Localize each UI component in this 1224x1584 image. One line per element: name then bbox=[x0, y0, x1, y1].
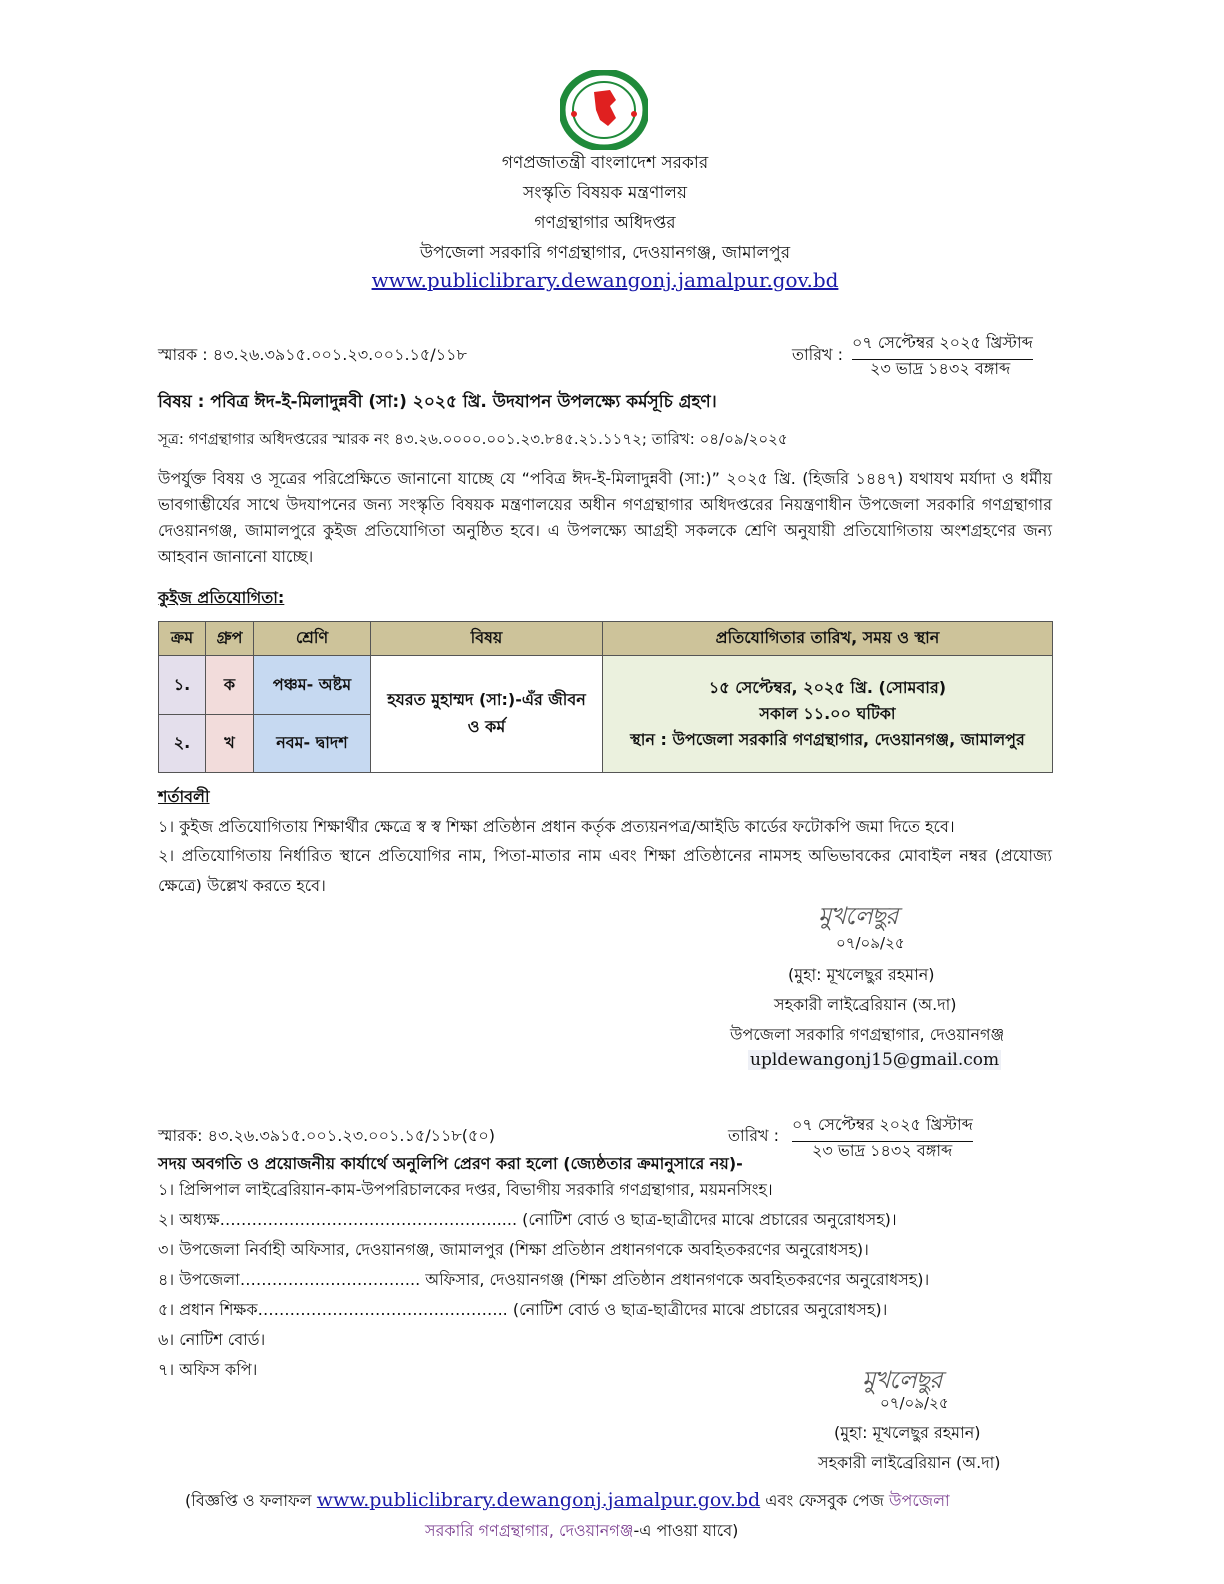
source-reference: সূত্র: গণগ্রন্থাগার অধিদপ্তরের স্মারক নং ৪৩.২৬.০০০০.০০১.২৩.৮৪৫.২১.১১৭২; তারিখ: ০৪/০৯/২০২৫ bbox=[158, 430, 788, 448]
header-line-4: উপজেলা সরকারি গণগ্রন্থাগার, দেওয়ানগঞ্জ, জামালপুর bbox=[419, 243, 791, 263]
footer-prefix: (বিজ্ঞপ্তি ও ফলাফল bbox=[185, 1491, 312, 1510]
quiz-heading: কুইজ প্রতিযোগিতা: bbox=[158, 588, 285, 607]
copy-date-en: ০৭ সেপ্টেম্বর ২০২৫ খ্রিস্টাব্দ bbox=[792, 1112, 973, 1142]
header-website-link[interactable]: www.publiclibrary.dewangonj.jamalpur.gov.bd bbox=[371, 268, 839, 292]
quiz-venue: স্থান : উপজেলা সরকারি গণগ্রন্থাগার, দেওয়ানগঞ্জ, জামালপুর bbox=[630, 730, 1025, 749]
condition-item: ২। প্রতিযোগিতায় নির্ধারিত স্থানে প্রতিযোগির নাম, পিতা-মাতার নাম এবং শিক্ষা প্রতিষ্ঠানের নামসহ অভিভাবকের মোবাইল নম্বর (প্রযোজ্য ক্ষেত্রে) উল্লেখ করতে হবে। bbox=[158, 846, 1052, 895]
signer-2-title: সহকারী লাইব্রেরিয়ান (অ.দা) bbox=[818, 1453, 1001, 1472]
footer-website-link[interactable]: www.publiclibrary.dewangonj.jamalpur.gov.bd bbox=[316, 1489, 761, 1511]
copy-item: ৬। নোটিশ বোর্ড। bbox=[158, 1330, 266, 1349]
memo-date-label: তারিখ : bbox=[792, 345, 844, 364]
quiz-date: ১৫ সেপ্টেম্বর, ২০২৫ খ্রি. (সোমবার) bbox=[708, 678, 947, 697]
signature-1: মুখলেছুর bbox=[818, 902, 898, 930]
footer-suffix: -এ পাওয়া যাবে) bbox=[633, 1521, 739, 1540]
date-venue-cell bbox=[603, 656, 1053, 773]
subject: বিষয় : পবিত্র ঈদ-ই-মিলাদুন্নবী (সা:) ২০২৫ খ্রি. উদযাপন উপলক্ষ্যে কর্মসূচি গ্রহণ। bbox=[158, 392, 717, 412]
col-serial: ক্রম bbox=[159, 622, 206, 656]
table-row bbox=[159, 656, 1053, 715]
table-header-row bbox=[159, 622, 1053, 656]
signature-1-date: ০৭/০৯/২৫ bbox=[836, 934, 905, 952]
signer-1-name: (মুহা: মূখলেছুর রহমান) bbox=[788, 965, 935, 984]
copy-item: ৫। প্রধান শিক্ষক……………………………………….. (নোটিশ বোর্ড ও ছাত্র-ছাত্রীদের মাঝে প্রচারের অনুরোধসহ)। bbox=[158, 1300, 888, 1319]
signature-2: মুখলেছুর bbox=[862, 1366, 942, 1394]
serial-cell: ২. bbox=[159, 715, 206, 773]
col-date-venue: প্রতিযোগিতার তারিখ, সময় ও স্থান bbox=[603, 622, 1053, 656]
footer-middle: এবং ফেসবুক পেজ bbox=[765, 1491, 884, 1510]
group-cell: ক bbox=[206, 656, 254, 715]
memo-date-en: ০৭ সেপ্টেম্বর ২০২৫ খ্রিস্টাব্দ bbox=[852, 330, 1033, 360]
footer-line-2 bbox=[425, 1518, 738, 1545]
copy-item: ২। অধ্যক্ষ……………………………………………..... (নোটিশ বোর্ড ও ছাত্র-ছাত্রীদের মাঝে প্রচারের অনুরোধসহ)। bbox=[158, 1210, 897, 1229]
signer-1-office: উপজেলা সরকারি গণগ্রন্থাগার, দেওয়ানগঞ্জ bbox=[730, 1025, 1005, 1044]
signer-2-name: (মুহা: মূখলেছুর রহমান) bbox=[834, 1423, 981, 1442]
copy-item: ৩। উপজেলা নির্বাহী অফিসার, দেওয়ানগঞ্জ, জামালপুর (শিক্ষা প্রতিষ্ঠান প্রধানগণকে অবহিতকরণের অনুরোধসহ)। bbox=[158, 1240, 869, 1259]
memo-date-bn: ২৩ ভাদ্র ১৪৩২ বঙ্গাব্দ bbox=[870, 359, 1011, 378]
memo-ref: স্মারক : ৪৩.২৬.৩৯১৫.০০১.২৩.০০১.১৫/১১৮ bbox=[158, 345, 467, 364]
signer-1-title: সহকারী লাইব্রেরিয়ান (অ.দা) bbox=[774, 995, 957, 1014]
copy-ref: স্মারক: ৪৩.২৬.৩৯১৫.০০১.২৩.০০১.১৫/১১৮(৫০) bbox=[158, 1126, 496, 1145]
quiz-time: সকাল ১১.০০ ঘটিকা bbox=[759, 704, 896, 723]
condition-item: ১। কুইজ প্রতিযোগিতায় শিক্ষার্থীর ক্ষেত্রে স্ব স্ব শিক্ষা প্রতিষ্ঠান প্রধান কর্তৃক প্রত্যয়নপত্র/আইডি কার্ডের ফটোকপি জমা দিতে হবে। bbox=[158, 817, 955, 836]
class-cell: পঞ্চম- অষ্টম bbox=[254, 656, 371, 715]
copy-intro: সদয় অবগতি ও প্রয়োজনীয় কার্যার্থে অনুলিপি প্রেরণ করা হলো (জ্যেষ্ঠতার ক্রমানুসারে নয়)- bbox=[158, 1154, 743, 1173]
header-line-1: গণপ্রজাতন্ত্রী বাংলাদেশ সরকার bbox=[501, 153, 709, 173]
government-seal-logo bbox=[560, 70, 648, 150]
signer-1-email[interactable]: upldewangonj15@gmail.com bbox=[750, 1050, 1000, 1070]
signature-2-date: ০৭/০৯/২৫ bbox=[880, 1394, 949, 1412]
conditions-heading: শর্তাবলী bbox=[158, 787, 210, 806]
copy-item: ৪। উপজেলা…………….……………... অফিসার, দেওয়ানগঞ্জ (শিক্ষা প্রতিষ্ঠান প্রধানগণকে অবহিতকরণের অনুরোধসহ)। bbox=[158, 1270, 930, 1289]
col-topic: বিষয় bbox=[371, 622, 603, 656]
body-paragraph: উপর্যুক্ত বিষয় ও সূত্রের পরিপ্রেক্ষিতে জানানো যাচ্ছে যে “পবিত্র ঈদ-ই-মিলাদুন্নবী (সা:)” ২০২৫ খ্রি. (হিজরি ১৪৪৭) যথাযথ মর্যাদা ও ধর্মীয় ভাবগাম্ভীর্যের সাথে উদযাপনের জন্য সংস্কৃতি বিষয়ক মন্ত্রণালয়ের অধীন গণগ্রন্থাগার অধিদপ্তরের নিয়ন্ত্রণাধীন উপজেলা সরকারি গণগ্রন্থাগার দেওয়ানগঞ্জ, জামালপুরে কুইজ প্রতিযোগিতা অনুষ্ঠিত হবে। এ উপলক্ষ্যে আগ্রহী সকলকে শ্রেণি অনুযায়ী প্রতিযোগিতায় অংশগ্রহণের জন্য আহবান জানানো যাচ্ছে। bbox=[158, 469, 1052, 566]
header-line-2: সংস্কৃতি বিষয়ক মন্ত্রণালয় bbox=[523, 183, 687, 203]
copy-date-label: তারিখ : bbox=[728, 1126, 780, 1145]
copy-item: ১। প্রিন্সিপাল লাইব্রেরিয়ান-কাম-উপপরিচালকের দপ্তর, বিভাগীয় সরকারি গণগ্রন্থাগার, ময়মনসিংহ। bbox=[158, 1180, 773, 1199]
class-cell: নবম- দ্বাদশ bbox=[254, 715, 371, 773]
col-group: গ্রুপ bbox=[206, 622, 254, 656]
col-class: শ্রেণি bbox=[254, 622, 371, 656]
quiz-table bbox=[158, 621, 1053, 773]
group-cell: খ bbox=[206, 715, 254, 773]
copy-date-bn: ২৩ ভাদ্র ১৪৩২ বঙ্গাব্দ bbox=[812, 1141, 953, 1160]
facebook-page-link[interactable]: সরকারি গণগ্রন্থাগার, দেওয়ানগঞ্জ bbox=[425, 1521, 634, 1540]
footer-line-1 bbox=[185, 1488, 950, 1515]
header-line-3: গণগ্রন্থাগার অধিদপ্তর bbox=[534, 213, 676, 233]
copy-item: ৭। অফিস কপি। bbox=[158, 1360, 258, 1379]
topic-cell: হযরত মুহাম্মদ (সা:)-এঁর জীবন ও কর্ম bbox=[371, 656, 603, 773]
serial-cell: ১. bbox=[159, 656, 206, 715]
facebook-page-link[interactable]: উপজেলা bbox=[889, 1491, 950, 1510]
